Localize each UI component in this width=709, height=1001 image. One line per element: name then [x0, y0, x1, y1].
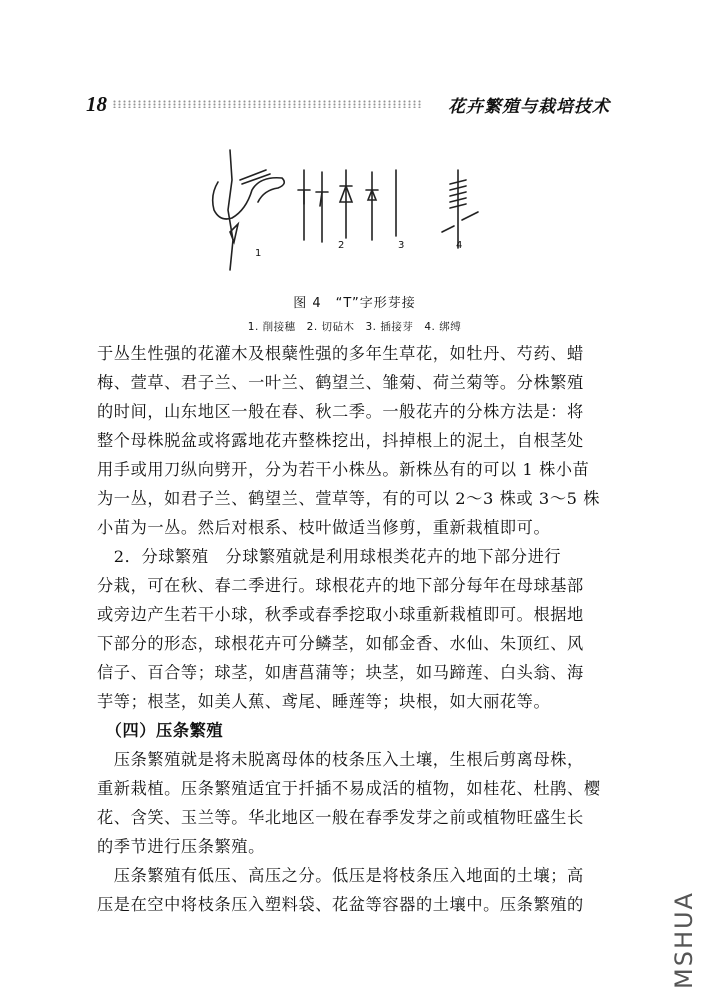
- body-line: 的时间，山东地区一般在春、秋二季。一般花卉的分株方法是：将: [97, 402, 584, 421]
- body-line: 压是在空中将枝条压入塑料袋、花盆等容器的土壤中。压条繁殖的: [97, 895, 584, 914]
- knife: [240, 170, 270, 184]
- figure-caption: 图 4 “T”字形芽接: [293, 296, 416, 311]
- page-number: 18: [86, 92, 107, 116]
- body-line: 小苗为一丛。然后对根系、枝叶做适当修剪，重新栽植即可。: [97, 518, 551, 537]
- body-line: 整个母株脱盆或将露地花卉整株挖出，抖掉根上的泥土，自根茎处: [97, 431, 584, 450]
- figure-label-1: 1: [255, 248, 262, 259]
- figure-legend: 1. 削接穗 2. 切砧木 3. 插接芽 4. 绑缚: [247, 321, 462, 333]
- body-line: 或旁边产生若干小球，秋季或春季挖取小球重新栽植即可。根据地: [97, 605, 584, 624]
- body-line: 用手或用刀纵向劈开，分为若干小株丛。新株丛有的可以 1 株小苗: [97, 460, 590, 479]
- grafting-illustration: [200, 140, 500, 280]
- book-title: 花卉繁殖与栽培技术: [448, 97, 610, 117]
- t-cut-2a: [298, 190, 310, 204]
- scion-branch: [228, 150, 233, 270]
- body-line: 压条繁殖就是将未脱离母体的枝条压入土壤，生根后剪离母株，: [97, 750, 584, 769]
- body-line: 2．分球繁殖 分球繁殖就是利用球根类花卉的地下部分进行: [97, 547, 562, 566]
- section-heading: （四）压条繁殖: [97, 721, 224, 740]
- figure-label-3: 3: [398, 240, 405, 251]
- body-line: 为一丛，如君子兰、鹤望兰、萱草等，有的可以 2～3 株或 3～5 株: [97, 489, 601, 508]
- body-line: 分栽，可在秋、春二季进行。球根花卉的地下部分每年在母球基部: [97, 576, 584, 595]
- figure-label-4: 4: [456, 240, 463, 251]
- body-line: 芋等；根茎，如美人蕉、鸢尾、睡莲等；块根，如大丽花等。: [97, 692, 551, 711]
- body-line: 的季节进行压条繁殖。: [97, 837, 265, 856]
- body-line: 下部分的形态，球根花卉可分鳞茎，如郁金香、水仙、朱顶红、风: [97, 634, 584, 653]
- body-line: 梅、萱草、君子兰、一叶兰、鹤望兰、雏菊、荷兰菊等。分株繁殖: [97, 373, 584, 392]
- watermark: MSHUA: [670, 891, 698, 989]
- header-dot-rule: [112, 100, 422, 108]
- binding-leaf: [442, 212, 478, 232]
- body-line: 压条繁殖有低压、高压之分。低压是将枝条压入地面的土壤；高: [97, 866, 584, 885]
- body-line: 重新栽植。压条繁殖适宜于扦插不易成活的植物，如桂花、杜鹃、樱: [97, 779, 601, 798]
- body-line: 于丛生性强的花灌木及根蘖性强的多年生草花，如牡丹、芍药、蜡: [97, 344, 584, 363]
- body-line: 信子、百合等；球茎，如唐菖蒲等；块茎，如马蹄莲、白头翁、海: [97, 663, 584, 682]
- grafting-figure: [200, 140, 500, 280]
- hand-outline: [213, 178, 285, 219]
- body-line: 花、含笑、玉兰等。华北地区一般在春季发芽之前或植物旺盛生长: [97, 808, 584, 827]
- figure-label-2: 2: [338, 240, 345, 251]
